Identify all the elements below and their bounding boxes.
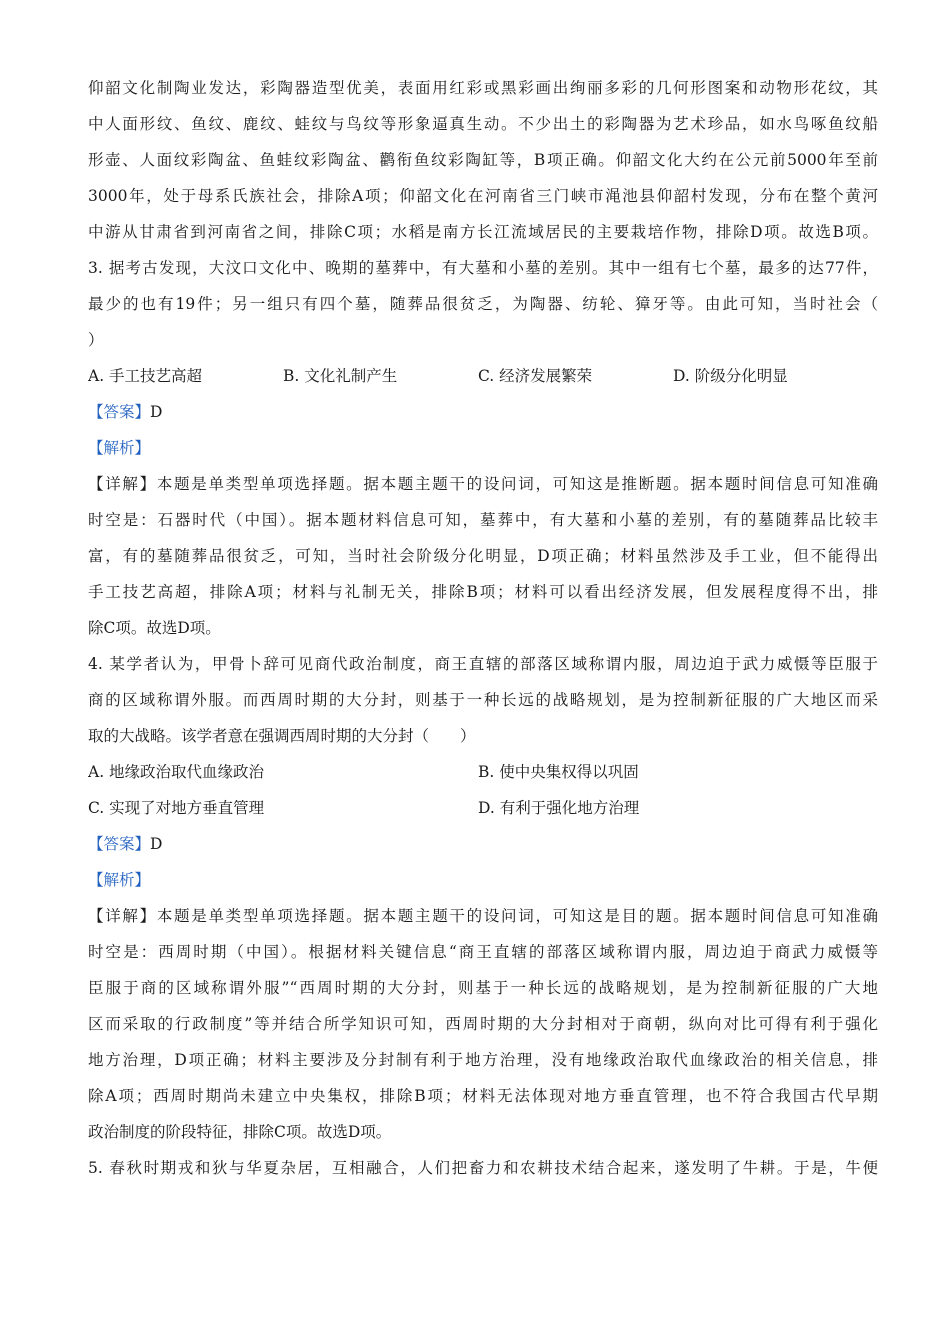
question-3 bbox=[88, 250, 878, 646]
options-row bbox=[88, 790, 878, 826]
option-c: C. 实现了对地方垂直管理 bbox=[88, 799, 265, 817]
option-c: C. 经济发展繁荣 bbox=[478, 367, 593, 385]
analysis-tag: 【解析】 bbox=[88, 871, 151, 889]
answer-tag: 【答案】 bbox=[88, 835, 151, 853]
option-d: D. 阶级分化明显 bbox=[673, 367, 788, 385]
answer-tag: 【答案】 bbox=[88, 403, 151, 421]
question-5 bbox=[88, 1150, 878, 1186]
option-a: A. 手工技艺高超 bbox=[88, 367, 203, 385]
text-line: 中游从甘肃省到河南省之间，排除C项；水稻是南方长江流域居民的主要栽培作物，排除D项。故选B项。 bbox=[88, 223, 878, 241]
analysis-line bbox=[88, 430, 878, 466]
option-b: B. 使中央集权得以巩固 bbox=[478, 763, 639, 781]
detail-line bbox=[88, 898, 878, 934]
detail-line: 富，有的墓随葬品很贫乏，可知，当时社会阶级分化明显，D项正确；材料虽然涉及手工业，但不能得出 bbox=[88, 547, 878, 565]
question-stem-line: 商的区域称谓外服。而西周时期的大分封，则基于一种长远的战略规划，是为控制新征服的广大地区而采 bbox=[88, 691, 878, 709]
option-a: A. 地缘政治取代血缘政治 bbox=[88, 763, 265, 781]
detail-tag: 【详解】 bbox=[88, 907, 157, 925]
detail-line: 政治制度的阶段特征，排除C项。故选D项。 bbox=[88, 1123, 392, 1141]
detail-text: 本题是单类型单项选择题。据本题主题干的设问词，可知这是目的题。据本题时间信息可知准确 bbox=[156, 907, 878, 925]
text-line: 中人面形纹、鱼纹、鹿纹、蛙纹与鸟纹等形象逼真生动。不少出土的彩陶器为艺术珍品，如水鸟啄鱼纹船 bbox=[88, 115, 878, 133]
options-row bbox=[88, 358, 878, 394]
detail-text: 本题是单类型单项选择题。据本题主题干的设问词，可知这是推断题。据本题时间信息可知准确 bbox=[156, 475, 878, 493]
options-row bbox=[88, 754, 878, 790]
detail-line: 区而采取的行政制度”等并结合所学知识可知，西周时期的大分封相对于商朝，纵向对比可得有利于强化 bbox=[88, 1015, 878, 1033]
question-stem-line: 3. 据考古发现，大汶口文化中、晚期的墓葬中，有大墓和小墓的差别。其中一组有七个墓，最多的达77件， bbox=[88, 259, 878, 277]
detail-line: 地方治理，D项正确；材料主要涉及分封制有利于地方治理，没有地缘政治取代血缘政治的相关信息，排 bbox=[88, 1051, 878, 1069]
question-4 bbox=[88, 646, 878, 1150]
option-d: D. 有利于强化地方治理 bbox=[478, 799, 640, 817]
answer-value: D bbox=[150, 835, 163, 853]
document-page bbox=[88, 70, 878, 1186]
text-line: 形壶、人面纹彩陶盆、鱼蛙纹彩陶盆、鹳衔鱼纹彩陶缸等，B项正确。仰韶文化大约在公元前5000年至前 bbox=[88, 151, 878, 169]
detail-line: 除C项。故选D项。 bbox=[88, 619, 221, 637]
detail-tag: 【详解】 bbox=[88, 475, 157, 493]
question-stem-line: 5. 春秋时期戎和狄与华夏杂居，互相融合，人们把畜力和农耕技术结合起来，遂发明了牛耕。于是，牛便 bbox=[88, 1159, 878, 1177]
detail-line: 时空是：石器时代（中国）。据本题材料信息可知，墓葬中，有大墓和小墓的差别，有的墓随葬品比较丰 bbox=[88, 511, 878, 529]
detail-line: 臣服于商的区域称谓外服”“西周时期的大分封，则基于一种长远的战略规划，是为控制新征服的广大地 bbox=[88, 979, 878, 997]
answer-value: D bbox=[150, 403, 163, 421]
prev-analysis bbox=[88, 70, 878, 250]
analysis-line bbox=[88, 862, 878, 898]
detail-line bbox=[88, 466, 878, 502]
question-stem-line: ） bbox=[88, 331, 104, 349]
answer-line bbox=[88, 394, 878, 430]
detail-line: 时空是：西周时期（中国）。根据材料关键信息“商王直辖的部落区域称谓内服，周边迫于商武力威慑等 bbox=[88, 943, 878, 961]
text-line: 3000年，处于母系氏族社会，排除A项；仰韶文化在河南省三门峡市渑池县仰韶村发现，分布在整个黄河 bbox=[88, 187, 878, 205]
option-b: B. 文化礼制产生 bbox=[283, 367, 398, 385]
question-stem-line: 最少的也有19件；另一组只有四个墓，随葬品很贫乏，为陶器、纺轮、獐牙等。由此可知，当时社会（ bbox=[88, 295, 878, 313]
text-line: 仰韶文化制陶业发达，彩陶器造型优美，表面用红彩或黑彩画出绚丽多彩的几何形图案和动物形花纹，其 bbox=[88, 79, 878, 97]
question-stem-line: 4. 某学者认为，甲骨卜辞可见商代政治制度，商王直辖的部落区域称谓内服，周边迫于武力威慑等臣服于 bbox=[88, 655, 878, 673]
detail-line: 除A项；西周时期尚未建立中央集权，排除B项；材料无法体现对地方垂直管理，也不符合我国古代早期 bbox=[88, 1087, 878, 1105]
analysis-tag: 【解析】 bbox=[88, 439, 151, 457]
question-stem-line: 取的大战略。该学者意在强调西周时期的大分封（ ） bbox=[88, 727, 476, 745]
detail-line: 手工技艺高超，排除A项；材料与礼制无关，排除B项；材料可以看出经济发展，但发展程度得不出，排 bbox=[88, 583, 878, 601]
answer-line bbox=[88, 826, 878, 862]
